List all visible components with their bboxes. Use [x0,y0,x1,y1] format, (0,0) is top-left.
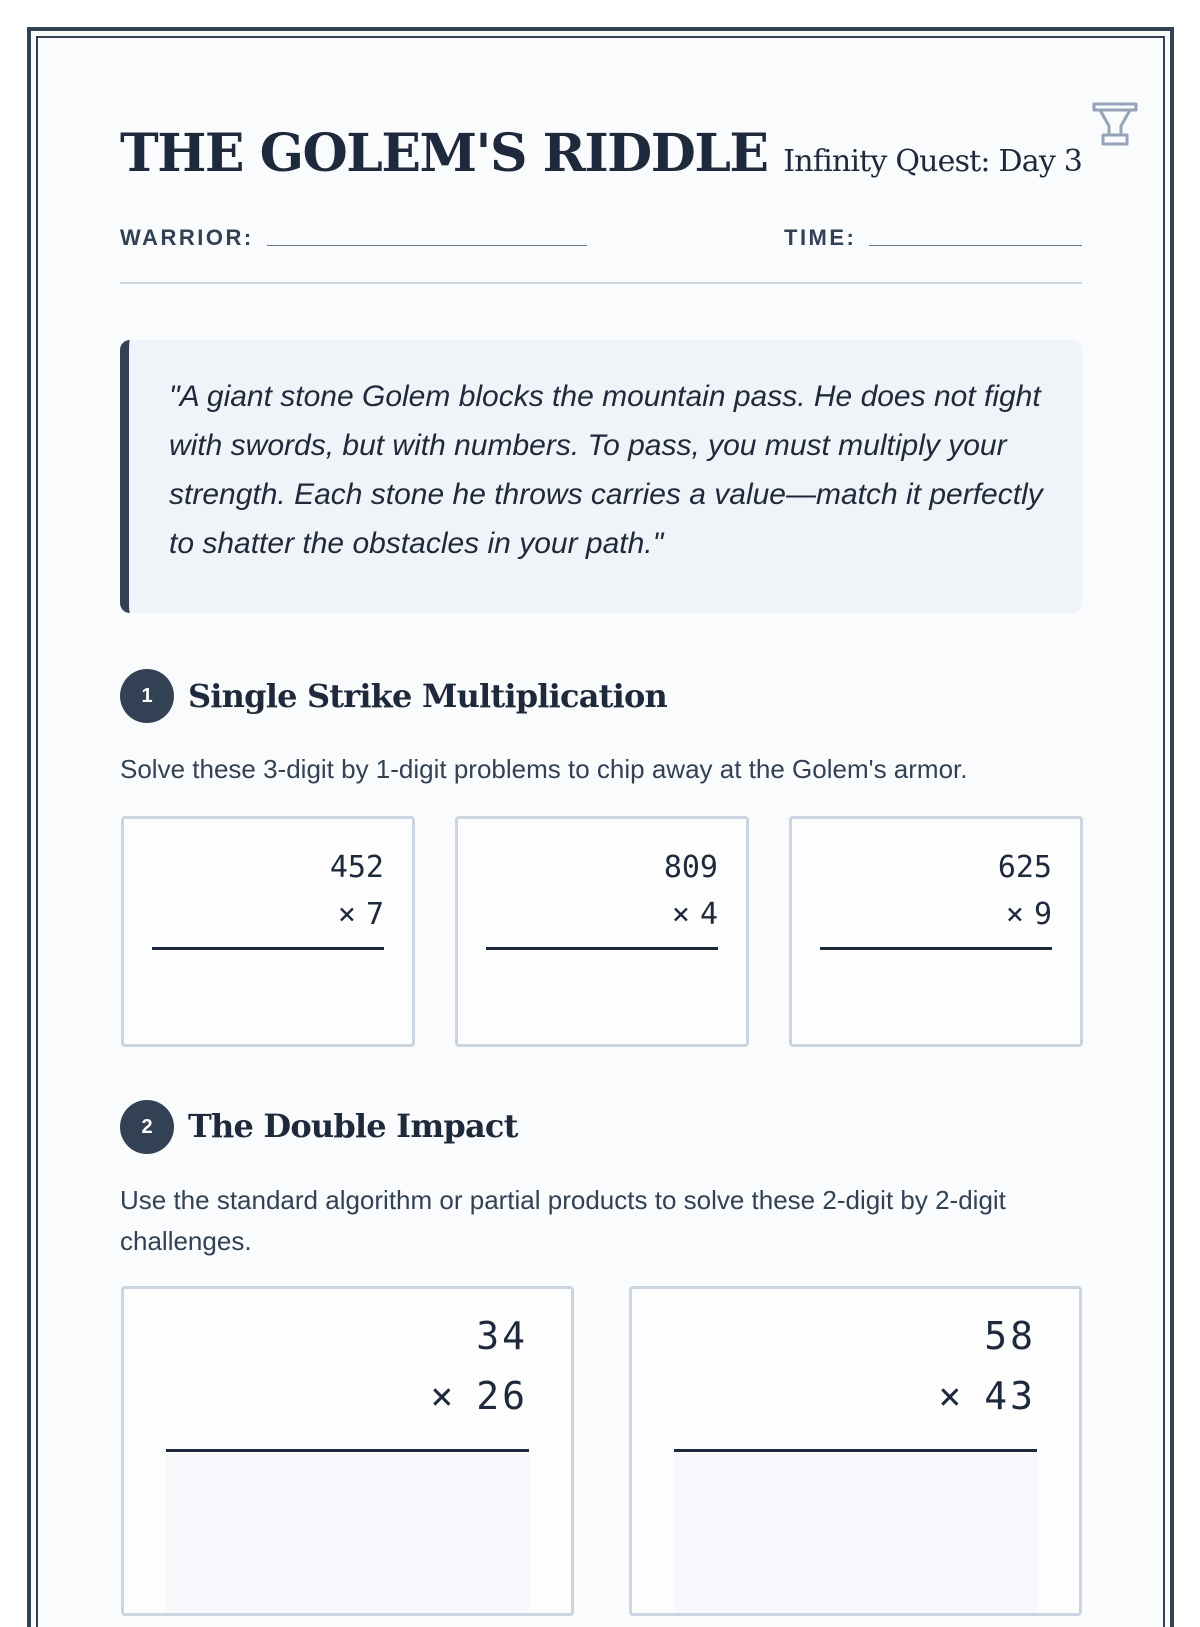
story-box [120,340,1082,613]
problem-bottom-row [938,1371,1036,1421]
answer-rule [674,1449,1037,1452]
problem-bottom-row [430,1371,528,1421]
problem-bottom-number: 4 [699,897,718,932]
section-2-badge: 2 [120,1100,174,1154]
problem-bottom-number: 9 [1033,897,1052,932]
multiply-sign: × [1005,897,1024,932]
section-2-title: The Double Impact [188,1107,518,1145]
section-1-description: Solve these 3-digit by 1-digit problems to chip away at the Golem's armor. [120,754,968,784]
problem-bottom-number: 7 [365,897,384,932]
answer-rule [152,947,384,950]
problem-card [121,816,415,1047]
multiply-sign: × [430,1374,457,1418]
story-text: "A giant stone Golem blocks the mountain pass. He does not fight with swords, but with numbers. To pass, you must multiply your strength. Each stone he throws carries a value—match it perfectly to shatter the obstacles in your path." [169,380,1043,560]
warrior-label: WARRIOR: [120,225,254,250]
problem-bottom-number: 26 [476,1374,528,1418]
problem-bottom-number: 43 [984,1374,1036,1418]
work-area[interactable] [674,1454,1037,1613]
problem-top-number: 809 [663,850,718,885]
problem-top-number: 34 [476,1314,528,1358]
answer-area[interactable] [820,954,1052,1030]
answer-rule [486,947,718,950]
answer-area[interactable] [486,954,718,1030]
problem-bottom-row [672,895,718,935]
problem-top-number: 625 [997,850,1052,885]
answer-area[interactable] [152,954,384,1030]
multiply-sign: × [938,1374,965,1418]
answer-rule [166,1449,529,1452]
problem-card-large [629,1286,1082,1616]
time-label: TIME: [784,225,857,250]
time-entry-line[interactable] [869,245,1082,246]
work-area[interactable] [166,1454,529,1613]
header-divider [120,282,1082,284]
multiply-sign: × [671,897,690,932]
problem-card [789,816,1083,1047]
problem-card [455,816,749,1047]
trophy-icon [1088,98,1142,150]
multiply-sign: × [337,897,356,932]
worksheet-title: THE GOLEM'S RIDDLE [120,123,768,184]
problem-card-large [121,1286,574,1616]
problem-bottom-row [338,895,384,935]
answer-rule [820,947,1052,950]
section-1-badge: 1 [120,669,174,723]
problem-bottom-row [1006,895,1052,935]
problem-top-number: 58 [984,1314,1036,1358]
warrior-name-line[interactable] [267,245,587,246]
worksheet-subtitle: Infinity Quest: Day 3 [783,144,1082,179]
problem-top-number: 452 [329,850,384,885]
section-1-title: Single Strike Multiplication [188,677,667,715]
section-2-description: Use the standard algorithm or partial products to solve these 2-digit by 2-digit challenges. [120,1185,1006,1256]
